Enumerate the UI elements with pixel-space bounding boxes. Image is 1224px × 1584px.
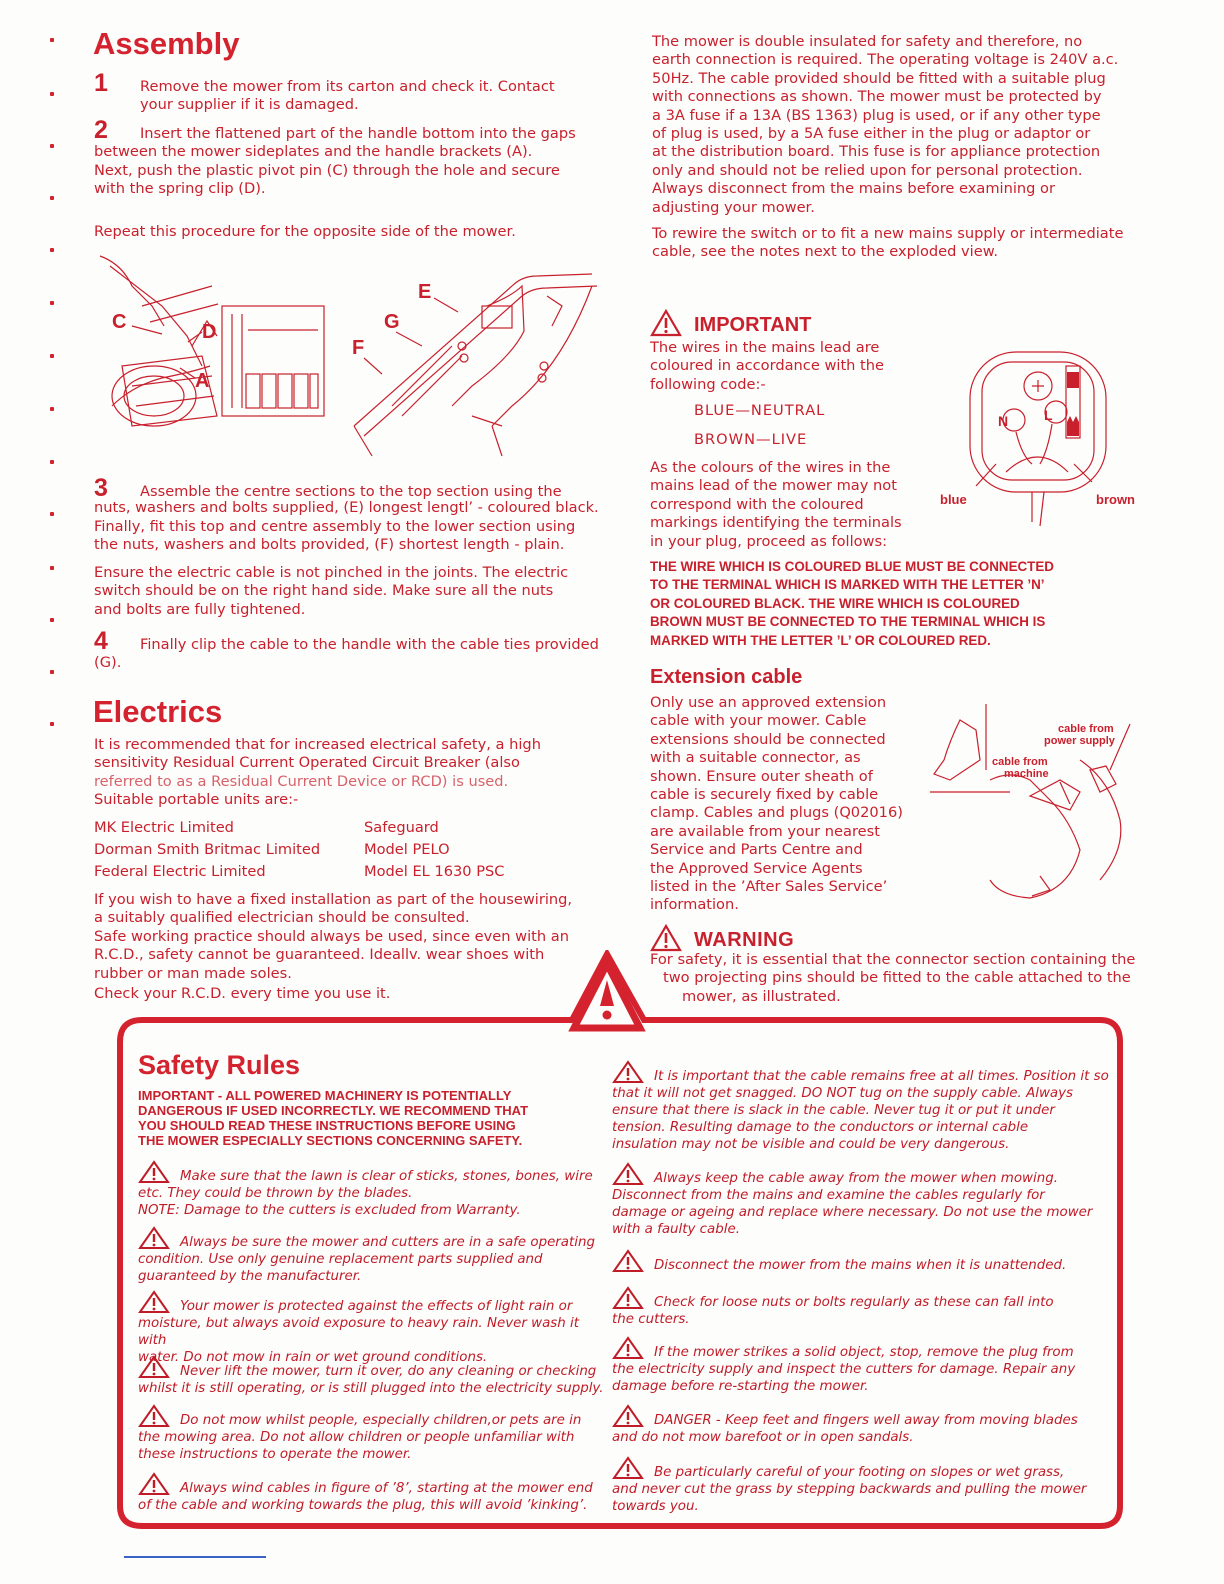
electrics-intro: [94, 736, 624, 810]
safety-rule: [612, 1060, 1112, 1153]
para-line: Always disconnect from the mains before examining or: [652, 180, 1055, 198]
rule-line: towards you.: [612, 1499, 699, 1514]
safety-rule: [138, 1472, 608, 1514]
rule-line: damage before re-starting the mower.: [612, 1379, 869, 1394]
assembly-step-3: [94, 475, 624, 555]
warning-triangle-icon: [138, 1160, 170, 1184]
warning-triangle-icon: [612, 1162, 644, 1186]
rule-line: Be particularly careful of your footing on slopes or wet grass,: [654, 1465, 1065, 1480]
rule-line: moisture, but always avoid exposure to heavy rain. Never wash it with: [138, 1316, 579, 1348]
note-text: and bolts are fully tightened.: [94, 600, 306, 618]
rule-line: Never lift the mower, turn it over, do any cleaning or checking: [180, 1364, 597, 1379]
handle-inset-box: [222, 306, 324, 416]
label-power-1: cable from: [1058, 723, 1114, 735]
caps-line: MARKED WITH THE LETTER ’L’ OR COLOURED RED.: [650, 632, 991, 648]
safety-rule: [612, 1162, 1112, 1238]
plug-label-n: N: [998, 413, 1009, 429]
rule-line: It is important that the cable remains free at all times. Position it so: [654, 1069, 1109, 1084]
note-text: If you wish to have a fixed installation as part of the housewiring,: [94, 891, 573, 908]
rule-line: ensure that there is slack in the cable. Never tug it or put it under: [612, 1103, 1055, 1118]
step-text: with the spring clip (D).: [94, 180, 266, 198]
step-text: Finally clip the cable to the handle with the cable ties provided: [140, 636, 599, 653]
step-number: 1: [94, 69, 108, 97]
safety-rule: [138, 1160, 608, 1219]
para-line: The mower is double insulated for safety and therefore, no: [652, 33, 1083, 50]
para-line: As the colours of the wires in the: [650, 459, 891, 477]
label-machine-2: machine: [1004, 768, 1049, 780]
para-line: correspond with the coloured: [650, 495, 864, 513]
para-line: mains lead of the mower may not: [650, 477, 897, 495]
rule-line: damage or ageing and replace where necessary. Do not use the mower: [612, 1205, 1093, 1220]
important-heading: [650, 309, 811, 337]
step-text: Remove the mower from its carton and check it. Contact: [140, 78, 555, 95]
step-text: the nuts, washers and bolts provided, (F) shortest length - plain.: [94, 536, 565, 554]
rule-line: the mowing area. Do not allow children or people unfamiliar with: [138, 1430, 575, 1445]
rule-line: the electricity supply and inspect the cutters for damage. Repair any: [612, 1362, 1076, 1377]
para-line: cable with your mower. Cable: [650, 712, 867, 730]
warning-triangle-icon: [650, 924, 682, 952]
mower-bracket-illustration: [100, 256, 218, 426]
para-line: are available from your nearest: [650, 822, 880, 840]
rule-line: that it will not get snagged. DO NOT tug on the supply cable. Always: [612, 1086, 1074, 1101]
rule-line: with a faulty cable.: [612, 1222, 740, 1237]
step-text: Assemble the centre sections to the top section using the: [140, 483, 562, 500]
assembly-step-1: [94, 70, 614, 115]
para-line: only and should not be relied upon for personal protection.: [652, 161, 1083, 179]
warning-triangle-icon: [138, 1472, 170, 1496]
label-f: F: [352, 337, 365, 359]
bottom-divider: [124, 1556, 266, 1558]
unit-maker: MK Electric Limited: [94, 819, 234, 836]
note-text: Check your R.C.D. every time you use it.: [94, 985, 391, 1003]
note-text: switch should be on the right hand side. Make sure all the nuts: [94, 582, 554, 600]
warning-triangle-icon: [612, 1336, 644, 1360]
rule-line: Always keep the cable away from the mower when mowing.: [654, 1171, 1058, 1186]
warning-triangle-icon: [650, 309, 682, 337]
para-line: at the distribution board. This fuse is for appliance protection: [652, 143, 1101, 161]
para-line: earth connection is required. The operating voltage is 240V a.c.: [652, 51, 1119, 69]
wire-code-text: [650, 339, 940, 551]
extension-title: Extension cable: [650, 666, 803, 688]
rule-line: Make sure that the lawn is clear of sticks, stones, bones, wire: [180, 1169, 593, 1184]
step-number: 3: [94, 474, 108, 502]
para-line: To rewire the switch or to fit a new mains supply or intermediate: [652, 225, 1124, 243]
rule-line: Always be sure the mower and cutters are in a safe operating: [180, 1235, 595, 1250]
caps-line: YOU SHOULD READ THESE INSTRUCTIONS BEFORE USING: [138, 1118, 516, 1133]
rule-line: Your mower is protected against the effects of light rain or: [180, 1299, 573, 1314]
step-text: Next, push the plastic pivot pin (C) through the hole and secure: [94, 161, 560, 179]
unit-model: Model PELO: [364, 841, 450, 858]
rule-line: condition. Use only genuine replacement parts supplied and: [138, 1252, 543, 1267]
label-e: E: [418, 281, 432, 303]
label-c: C: [112, 311, 127, 333]
note-text: a suitably qualified electrician should be consulted.: [94, 909, 470, 927]
safety-rule: [138, 1355, 608, 1397]
handle-assembly-diagram: [92, 246, 612, 460]
assembly-title: Assembly: [93, 26, 240, 61]
extension-connector-diagram: [920, 700, 1140, 905]
safety-rule: [612, 1404, 1112, 1446]
caps-line: THE MOWER ESPECIALLY SECTIONS CONCERNING SAFETY.: [138, 1133, 523, 1148]
warning-triangle-icon: [138, 1404, 170, 1428]
para-line: a 3A fuse if a 13A (BS 1363) plug is used, or if any other type: [652, 106, 1101, 124]
warning-title: WARNING: [694, 929, 795, 951]
para-line: cable, see the notes next to the exploded view.: [652, 243, 998, 261]
para-line: with a suitable connector, as: [650, 749, 861, 767]
rule-line: etc. They could be thrown by the blades.: [138, 1186, 413, 1201]
unit-maker: Federal Electric Limited: [94, 863, 266, 880]
extension-text: [650, 694, 920, 915]
rule-line: insulation may not be visible and could be very dangerous.: [612, 1137, 1010, 1152]
rule-line: tension. Resulting damage to the conductors or internal cable: [612, 1120, 1029, 1135]
warning-triangle-icon: [612, 1060, 644, 1084]
label-a: A: [195, 370, 210, 392]
safety-rule: [138, 1226, 608, 1285]
para-line: two projecting pins should be fitted to the cable attached to the: [663, 969, 1131, 987]
safety-rule: [138, 1404, 608, 1463]
rule-line: these instructions to operate the mower.: [138, 1447, 412, 1462]
warning-triangle-icon: [612, 1456, 644, 1480]
rule-line: NOTE: Damage to the cutters is excluded from Warranty.: [138, 1203, 521, 1218]
step-text: (G).: [94, 654, 122, 672]
warning-triangle-icon: [138, 1290, 170, 1314]
rule-line: Always wind cables in figure of ’8’, starting at the mower end: [180, 1481, 593, 1496]
unit-model: Safeguard: [364, 819, 439, 836]
rule-line: Disconnect the mower from the mains when it is unattended.: [654, 1258, 1067, 1273]
para-line: shown. Ensure outer sheath of: [650, 767, 873, 785]
rule-line: of the cable and working towards the plug, this will avoid ’kinking’.: [138, 1498, 588, 1513]
assembly-step-2: [94, 117, 614, 199]
intro-text: It is recommended that for increased electrical safety, a high: [94, 736, 541, 753]
warning-heading: [650, 924, 794, 952]
step-text: nuts, washers and bolts supplied, (E) longest lengtl’ - coloured black.: [94, 499, 599, 517]
para-line: mower, as illustrated.: [682, 987, 841, 1005]
rule-line: Disconnect from the mains and examine the cables regularly for: [612, 1188, 1045, 1203]
para-line: of plug is used, by a 5A fuse either in the plug or adaptor or: [652, 125, 1091, 143]
safety-rules-title: Safety Rules: [138, 1050, 301, 1080]
caps-line: THE WIRE WHICH IS COLOURED BLUE MUST BE CONNECTED: [650, 559, 1054, 574]
step-number: 2: [94, 116, 108, 144]
label-d: D: [202, 321, 217, 343]
step-text: between the mower sideplates and the handle brackets (A).: [94, 143, 533, 161]
rule-line: and do not mow barefoot or in open sandals.: [612, 1430, 914, 1445]
para-line: following code:-: [650, 375, 766, 393]
step-text: Insert the flattened part of the handle bottom into the gaps: [140, 125, 576, 142]
para-line: coloured in accordance with the: [650, 357, 884, 375]
safety-rule: [612, 1286, 1112, 1328]
wiring-instruction-caps: [650, 558, 1130, 650]
insulation-paragraph: [652, 33, 1152, 262]
caps-line: BROWN MUST BE CONNECTED TO THE TERMINAL WHICH IS: [650, 614, 1046, 630]
cable-pinch-note: [94, 564, 624, 619]
label-machine-1: cable from: [992, 756, 1048, 768]
warning-triangle-icon: [612, 1249, 644, 1273]
warning-triangle-icon: [138, 1355, 170, 1379]
para-line: clamp. Cables and plugs (Q02016): [650, 804, 903, 822]
note-text: rubber or man made soles.: [94, 964, 292, 982]
label-g: G: [384, 311, 400, 333]
step-text: your supplier if it is damaged.: [140, 96, 359, 114]
plug-label-l: L: [1044, 407, 1053, 423]
warning-triangle-icon: [612, 1286, 644, 1310]
rule-line: whilst it is still operating, or is still plugged into the electricity supply.: [138, 1381, 604, 1396]
warning-triangle-icon: [138, 1226, 170, 1250]
para-line: 50Hz. The cable provided should be fitted with a suitable plug: [652, 69, 1106, 87]
note-text: Safe working practice should always be used, since even with an: [94, 927, 569, 945]
rule-line: water. Do not mow in rain or wet ground conditions.: [138, 1350, 488, 1365]
plug-label-brown: brown: [1096, 492, 1135, 507]
plug-label-blue: blue: [940, 492, 967, 507]
electrics-title: Electrics: [93, 694, 223, 729]
rule-line: Check for loose nuts or bolts regularly as these can fall into: [654, 1295, 1054, 1310]
rule-line: the cutters.: [612, 1312, 690, 1327]
intro-text: sensitivity Residual Current Operated Circuit Breaker (also: [94, 754, 520, 772]
wire-code: BROWN—LIVE: [694, 430, 808, 448]
para-line: extensions should be connected: [650, 730, 886, 748]
para-line: For safety, it is essential that the connector section containing the: [650, 951, 1136, 968]
para-line: listed in the ’After Sales Service’: [650, 878, 888, 896]
unit-model: Model EL 1630 PSC: [364, 863, 505, 880]
para-line: Service and Parts Centre and: [650, 841, 863, 859]
caps-line: DANGEROUS IF USED INCORRECTLY. WE RECOMMEND THAT: [138, 1103, 529, 1118]
note-text: R.C.D., safety cannot be guaranteed. Ideallv. wear shoes with: [94, 946, 545, 964]
para-line: with connections as shown. The mower must be protected by: [652, 88, 1102, 106]
para-line: in your plug, proceed as follows:: [650, 532, 888, 550]
para-line: cable is securely fixed by cable: [650, 786, 879, 804]
step-number: 4: [94, 627, 108, 655]
safety-rule: [612, 1456, 1112, 1515]
para-line: adjusting your mower.: [652, 198, 815, 216]
handle-exploded-illustration: [354, 274, 597, 456]
intro-text: referred to as a Residual Current Device or RCD) is used.: [94, 772, 509, 790]
intro-text: Suitable portable units are:-: [94, 791, 299, 809]
wire-code: BLUE—NEUTRAL: [694, 402, 826, 420]
step-text: Finally, fit this top and centre assembly to the lower section using: [94, 517, 576, 535]
rule-line: If the mower strikes a solid object, stop, remove the plug from: [654, 1345, 1074, 1360]
caps-line: OR COLOURED BLACK. THE WIRE WHICH IS COLOURED: [650, 595, 1020, 611]
para-line: The wires in the mains lead are: [650, 339, 880, 356]
para-line: markings identifying the terminals: [650, 514, 902, 532]
unit-maker: Dorman Smith Britmac Limited: [94, 841, 321, 858]
caps-line: IMPORTANT - ALL POWERED MACHINERY IS POTENTIALLY: [138, 1088, 512, 1103]
rcd-units-list: [94, 818, 604, 881]
caps-line: TO THE TERMINAL WHICH IS MARKED WITH THE LETTER ’N’: [650, 577, 1045, 593]
rule-line: DANGER - Keep feet and fingers well away from moving blades: [654, 1413, 1078, 1428]
rule-line: Do not mow whilst people, especially children,or pets are in: [180, 1413, 582, 1428]
plug-wiring-diagram: [936, 346, 1142, 532]
para-line: the Approved Service Agents: [650, 859, 863, 877]
rule-line: and never cut the grass by stepping backwards and pulling the mower: [612, 1482, 1087, 1497]
rule-line: guaranteed by the manufacturer.: [138, 1269, 362, 1284]
note-text: Ensure the electric cable is not pinched in the joints. The electric: [94, 564, 569, 581]
safety-important-caps: [138, 1088, 608, 1148]
repeat-note: Repeat this procedure for the opposite side of the mower.: [94, 223, 516, 240]
label-power-2: power supply: [1044, 735, 1115, 747]
para-line: information.: [650, 896, 739, 914]
important-title: IMPORTANT: [694, 314, 812, 336]
safety-rule: [612, 1249, 1112, 1274]
para-line: Only use an approved extension: [650, 694, 887, 711]
safety-rule: [612, 1336, 1112, 1395]
assembly-step-4: [94, 628, 624, 673]
warning-triangle-icon: [612, 1404, 644, 1428]
